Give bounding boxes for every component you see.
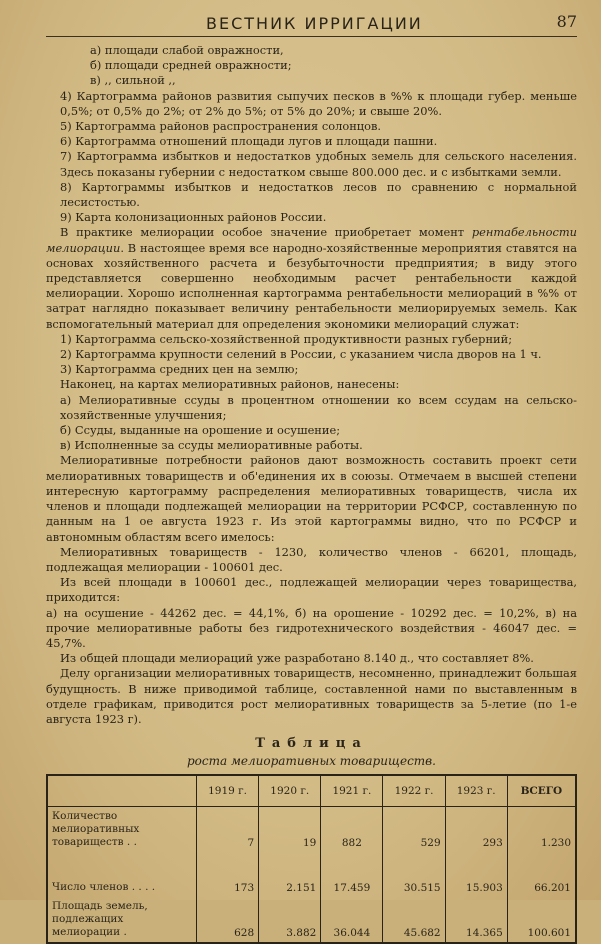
table-cell: 45.682 xyxy=(383,897,445,943)
paragraph: 9) Карта колонизационных районов России. xyxy=(60,210,327,225)
table-cell: 15.903 xyxy=(445,852,507,897)
table-row xyxy=(47,807,576,853)
paragraph: а) на осушение - 44262 дес. = 44,1%, б) на орошение - 10292 дес. = 10,2%, в) на прочие мелиоративные работы без гидротехнического воздействия - 46047 дес. = 45,7%. xyxy=(46,605,577,650)
paragraph: 7) Картограмма избытков и недостатков удобных земель для сельского населения. Здесь показаны губернии с недостатком свыше 800.000 дес. и с избытками земли. xyxy=(60,149,577,179)
column-header: 1921 г. xyxy=(321,775,383,807)
body-text xyxy=(46,43,577,727)
column-header xyxy=(47,775,197,807)
paragraph: Из общей площади мелиораций уже разработано 8.140 д., что составляет 8%. xyxy=(60,651,534,666)
paragraph: 1) Картограмма сельско-хозяйственной продуктивности разных губерний; xyxy=(60,331,513,346)
table-cell: 3.882 xyxy=(259,897,321,943)
table-cell: 882 xyxy=(321,807,383,853)
paragraph: в) Исполненные за ссуды мелиоративные работы. xyxy=(60,438,363,453)
page-header xyxy=(46,14,577,37)
column-header: 1922 г. xyxy=(383,775,445,807)
table-cell: 17.459 xyxy=(321,852,383,897)
paragraph: в) ,, сильной ,, xyxy=(90,73,176,88)
table-row xyxy=(47,852,576,897)
table-subtitle: роста мелиоративных товариществ. xyxy=(187,754,436,769)
table-cell: 100.601 xyxy=(507,897,576,943)
table-cell: 628 xyxy=(197,897,259,943)
emphasis-text: рентабельности мелиорации xyxy=(46,225,577,255)
paragraph: Мелиоративные потребности районов дают возможность составить проект сети мелиоративных товариществ и об'единения их в союзы. Отмечаем в высшей степени интересную картограмму распределения мелиоративных товариществ, числа их членов и площади подлежащей мелиорации на территории РСФСР, составленную по данным на 1 ое августа 1923 г. Из этой картограммы видно, что по РСФСР и автономным областям всего имелось: xyxy=(46,453,577,544)
paragraph: 3) Картограмма средних цен на землю; xyxy=(60,362,299,377)
table-cell: 36.044 xyxy=(321,897,383,943)
table-cell: 14.365 xyxy=(445,897,507,943)
paragraph: б) площади средней овражности; xyxy=(90,58,292,73)
table-title: Таблица xyxy=(255,736,368,752)
table-cell: 19 xyxy=(259,807,321,853)
table-cell: 7 xyxy=(197,807,259,853)
paragraph: 4) Картограмма районов развития сыпучих песков в %% к площади губер. меньше 0,5%; от 0,5% до 2%; от 2% до 5%; от 5% до 20%; и свыше 20%. xyxy=(60,88,577,118)
paragraph: 8) Картограммы избытков и недостатков лесов по сравнению с нормальной лесистостью. xyxy=(60,179,577,210)
text-span: В практике мелиорации особое значение приобретает момент xyxy=(60,225,465,240)
paragraph: Мелиоративных товариществ - 1230, количество членов - 66201, площадь, подлежащая мелиорации - 100601 дес. xyxy=(46,544,577,574)
table-cell: 1.230 xyxy=(507,807,576,853)
paragraph xyxy=(46,225,577,331)
table-cell: 30.515 xyxy=(383,852,445,897)
text-span: . В настоящее время все народно-хозяйственные мероприятия ставятся на основах хозяйственного расчета и безубыточности предприятия; в виду этого представляется совершенно необходимым расчет рентабельности каждой мелиорации. Хорошо исполненная картограмма рентабельности мелиораций в %% от затрат наглядно показывает величину рентабельности мелиорируемых земель. Как вспомогательный материал для определения экономики мелиораций служат: xyxy=(46,240,577,331)
paragraph: 5) Картограмма районов распространения солонцов. xyxy=(60,119,381,134)
paragraph: б) Ссуды, выданные на орошение и осушение; xyxy=(60,423,341,438)
table-cell: 529 xyxy=(383,807,445,853)
column-header: 1919 г. xyxy=(197,775,259,807)
table-header-row xyxy=(47,775,576,807)
column-header: 1923 г. xyxy=(445,775,507,807)
row-label: Площадь земель, подлежащих мелиорации . xyxy=(47,897,197,943)
journal-title: ВЕСТНИК ИРРИГАЦИИ xyxy=(206,14,423,33)
paragraph: 2) Картограмма крупности селений в России, с указанием числа дворов на 1 ч. xyxy=(60,347,542,362)
paragraph: Делу организации мелиоративных товариществ, несомненно, принадлежит большая будущность. В ниже приводимой таблице, составленной нами по выставленным в отделе графикам, приводится рост мелиоративных товариществ за 5-летие (по 1-е августа 1923 г). xyxy=(46,666,577,726)
column-header: ВСЕГО xyxy=(507,775,576,807)
table-row xyxy=(47,897,576,943)
paragraph: а) площади слабой овражности, xyxy=(90,43,284,57)
paragraph: 6) Картограмма отношений площади лугов и площади пашни. xyxy=(60,134,438,149)
table-cell: 66.201 xyxy=(507,852,576,897)
growth-table xyxy=(46,774,577,944)
table-cell: 293 xyxy=(445,807,507,853)
table-cell: 173 xyxy=(197,852,259,897)
table-cell: 2.151 xyxy=(259,852,321,897)
page-number: 87 xyxy=(556,12,577,31)
paragraph: Из всей площади в 100601 дес., подлежащей мелиорации через товарищества, приходится: xyxy=(46,575,577,605)
paragraph: а) Мелиоративные ссуды в процентном отношении ко всем ссудам на сельско-хозяйственные улучшения; xyxy=(60,392,577,422)
paragraph: Наконец, на картах мелиоративных районов, нанесены: xyxy=(60,377,400,392)
column-header: 1920 г. xyxy=(259,775,321,807)
row-label: Число членов . . . . xyxy=(47,852,197,897)
row-label: Количество мелиоративных товариществ . . xyxy=(47,807,197,853)
